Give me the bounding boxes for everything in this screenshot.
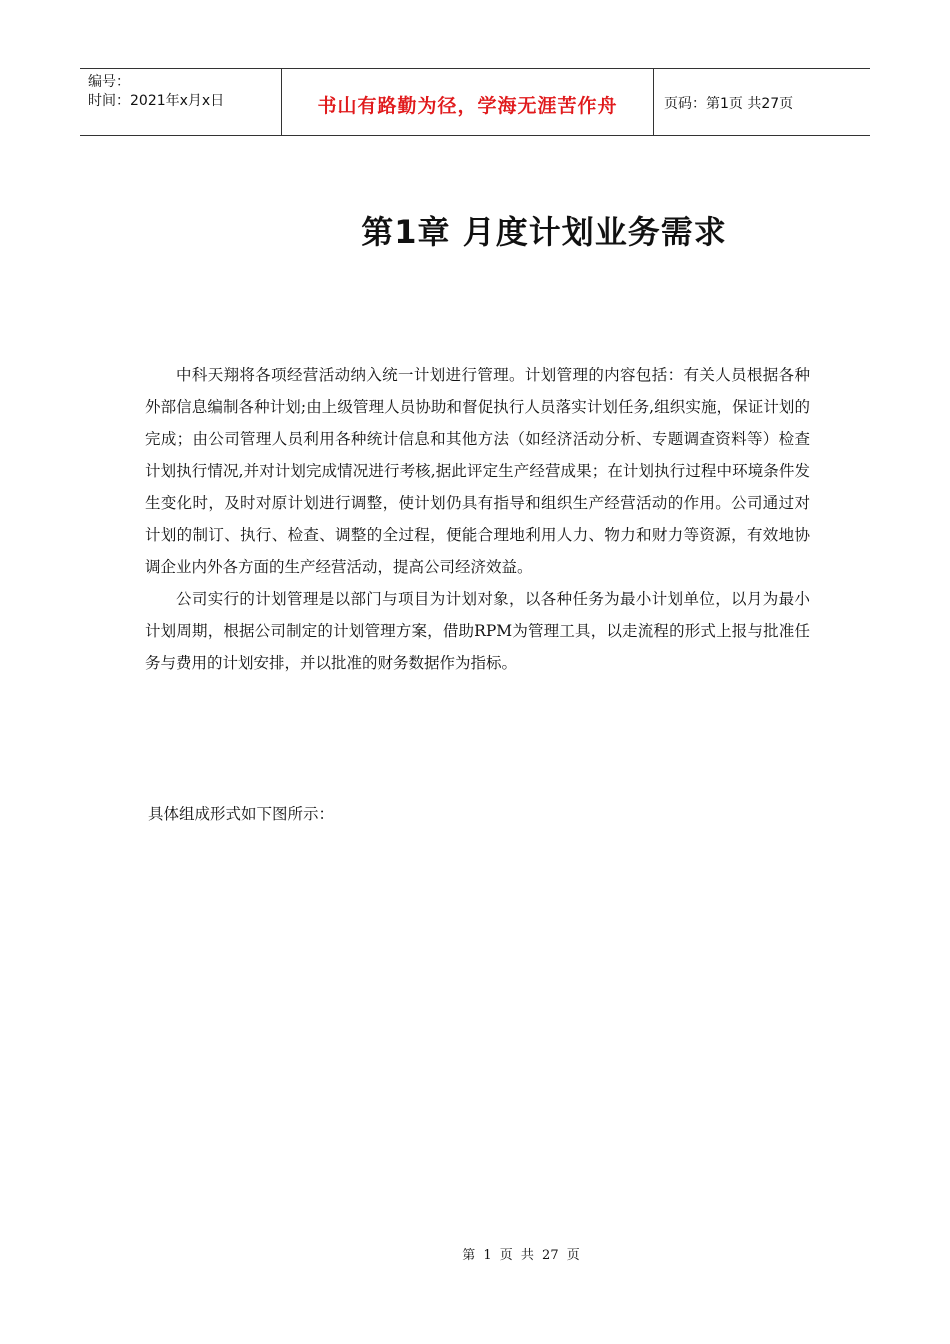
figure-note: 具体组成形式如下图所示： [148,805,335,823]
header-table [80,68,870,136]
body-content [145,359,810,679]
date-label: 时间：2021年x月x日 [88,93,225,109]
page-footer: 第 1 页 共 27 页 [462,1248,580,1263]
page-info: 页码：第1页 共27页 [664,96,794,112]
paragraph: 公司实行的计划管理是以部门与项目为计划对象，以各种任务为最小计划单位，以月为最小计划周期，根据公司制定的计划管理方案，借助RPM为管理工具，以走流程的形式上报与批准任务与费用的计划安排，并以批准的财务数据作为指标。 [145,590,810,672]
header-meta-cell [80,69,282,135]
serial-number-label: 编号： [88,74,130,90]
paragraph: 中科天翔将各项经营活动纳入统一计划进行管理。计划管理的内容包括：有关人员根据各种外部信息编制各种计划;由上级管理人员协助和督促执行人员落实计划任务,组织实施，保证计划的完成；由公司管理人员利用各种统计信息和其他方法（如经济活动分析、专题调查资料等）检查计划执行情况,并对计划完成情况进行考核,据此评定生产经营成果；在计划执行过程中环境条件发生变化时，及时对原计划进行调整，使计划仍具有指导和组织生产经营活动的作用。公司通过对计划的制订、执行、检查、调整的全过程，便能合理地利用人力、物力和财力等资源，有效地协调企业内外各方面的生产经营活动，提高公司经济效益。 [145,366,810,576]
chapter-title: 第1章 月度计划业务需求 [361,213,727,251]
header-motto-cell [282,69,654,135]
header-page-cell [654,69,870,135]
motto-text: 书山有路勤为径，学海无涯苦作舟 [317,94,618,117]
